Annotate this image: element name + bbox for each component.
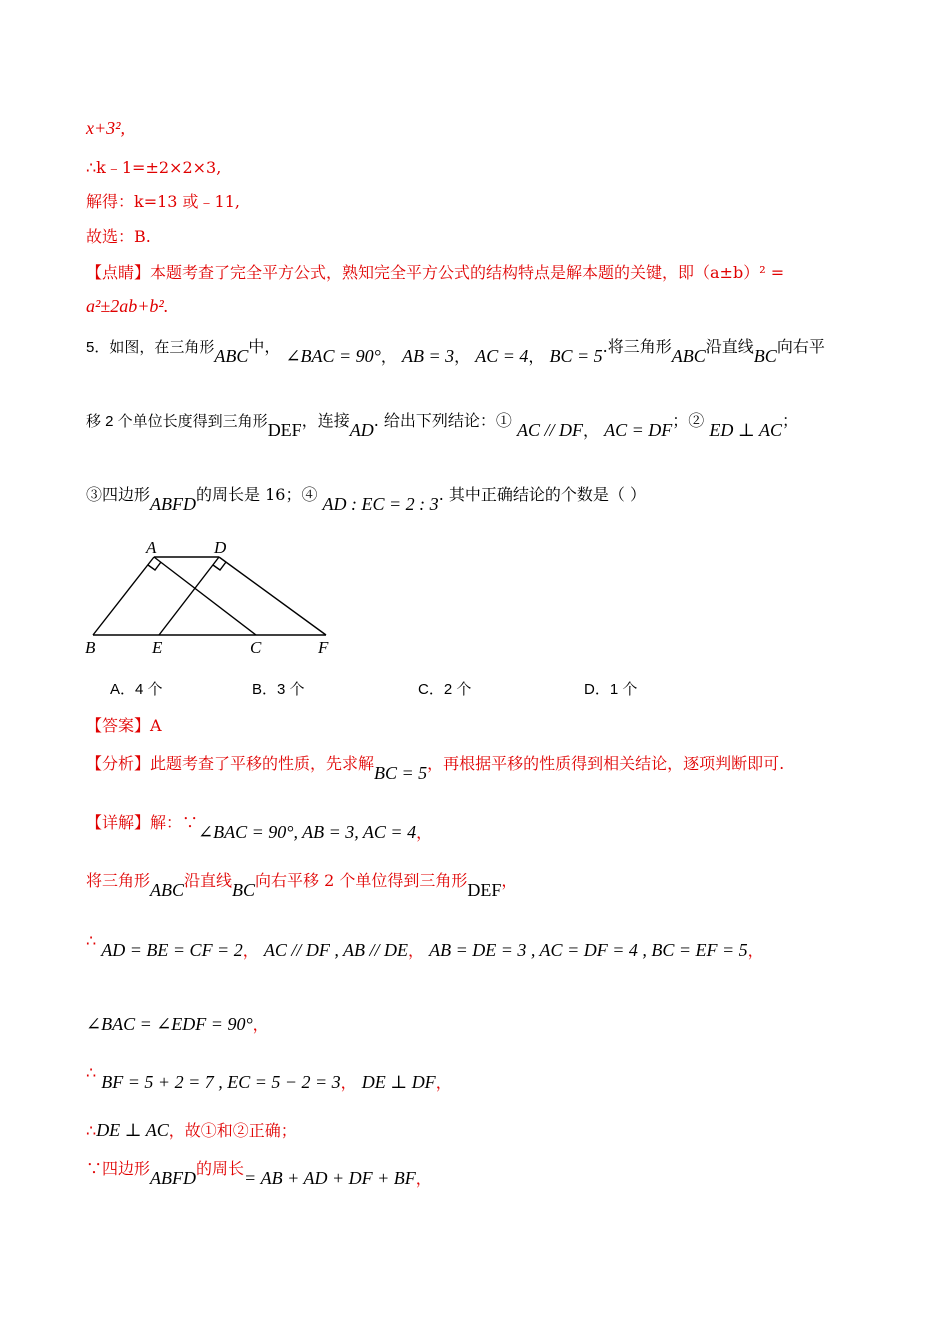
option-a[interactable]: A．4 个 — [110, 681, 163, 698]
option-d[interactable]: D．1 个 — [584, 681, 638, 698]
analysis: 【分析】此题考查了平移的性质，先求解BC = 5，再根据平移的性质得到相关结论，逐项判断即可. — [86, 754, 785, 783]
prev-line-2: ∴k﹣1=±2×2×3, — [86, 158, 222, 177]
label-D: D — [214, 538, 227, 557]
prev-line-3: 解得：k=13 或﹣11, — [86, 192, 240, 211]
label-B: B — [85, 638, 96, 657]
segment-DE — [159, 557, 219, 635]
question-5-line-2: 移 2 个单位长度得到三角形DEF，连接AD. 给出下列结论：① AC // DF， AC = DF；② ED ⊥ AC； — [86, 411, 798, 440]
detail-line-1: 【详解】解：∵∠BAC = 90°, AB = 3, AC = 4， — [86, 813, 433, 842]
detail-line-2: 将三角形ABC沿直线BC向右平移 2 个单位得到三角形DEF， — [86, 871, 518, 900]
option-b[interactable]: B．3 个 — [252, 681, 305, 698]
geometry-figure — [80, 535, 350, 660]
answer: 【答案】A — [86, 716, 162, 735]
segment-DF — [219, 557, 326, 635]
detail-line-7: ∵四边形ABFD的周长= AB + AD + DF + BF， — [86, 1159, 432, 1188]
label-E: E — [152, 638, 163, 657]
prev-line-1: x+3², — [86, 118, 126, 138]
key-point-cont: a²±2ab+b². — [86, 296, 169, 316]
segment-AB — [93, 557, 154, 635]
label-C: C — [250, 638, 262, 657]
label-A: A — [146, 538, 157, 557]
detail-line-6: ∴DE ⊥ AC，故①和②正确； — [86, 1120, 297, 1140]
label-F: F — [318, 638, 329, 657]
question-5-line-1: 5．如图，在三角形ABC中， ∠BAC = 90°， AB = 3， AC = 4， BC = 5.将三角形ABC沿直线BC向右平 — [86, 337, 825, 366]
detail-line-3: ∴ AD = BE = CF = 2， AC // DF , AB // DE， AB = DE = 3 , AC = DF = 4 , BC = EF = 5， — [86, 931, 764, 960]
key-point: 【点睛】本题考查了完全平方公式，熟知完全平方公式的结构特点是解本题的关键，即（a±b）² = — [86, 263, 785, 282]
detail-line-4: ∠BAC = ∠EDF = 90°， — [86, 1014, 269, 1034]
option-c[interactable]: C．2 个 — [418, 681, 472, 698]
detail-line-5: ∴ BF = 5 + 2 = 7 , EC = 5 − 2 = 3， DE ⊥ DF， — [86, 1063, 452, 1092]
prev-line-4: 故选：B. — [86, 227, 151, 246]
segment-AC — [154, 557, 256, 635]
question-5-line-3: ③四边形ABFD的周长是 16；④ AD : EC = 2 : 3. 其中正确结论的个数是（ ） — [86, 485, 646, 514]
